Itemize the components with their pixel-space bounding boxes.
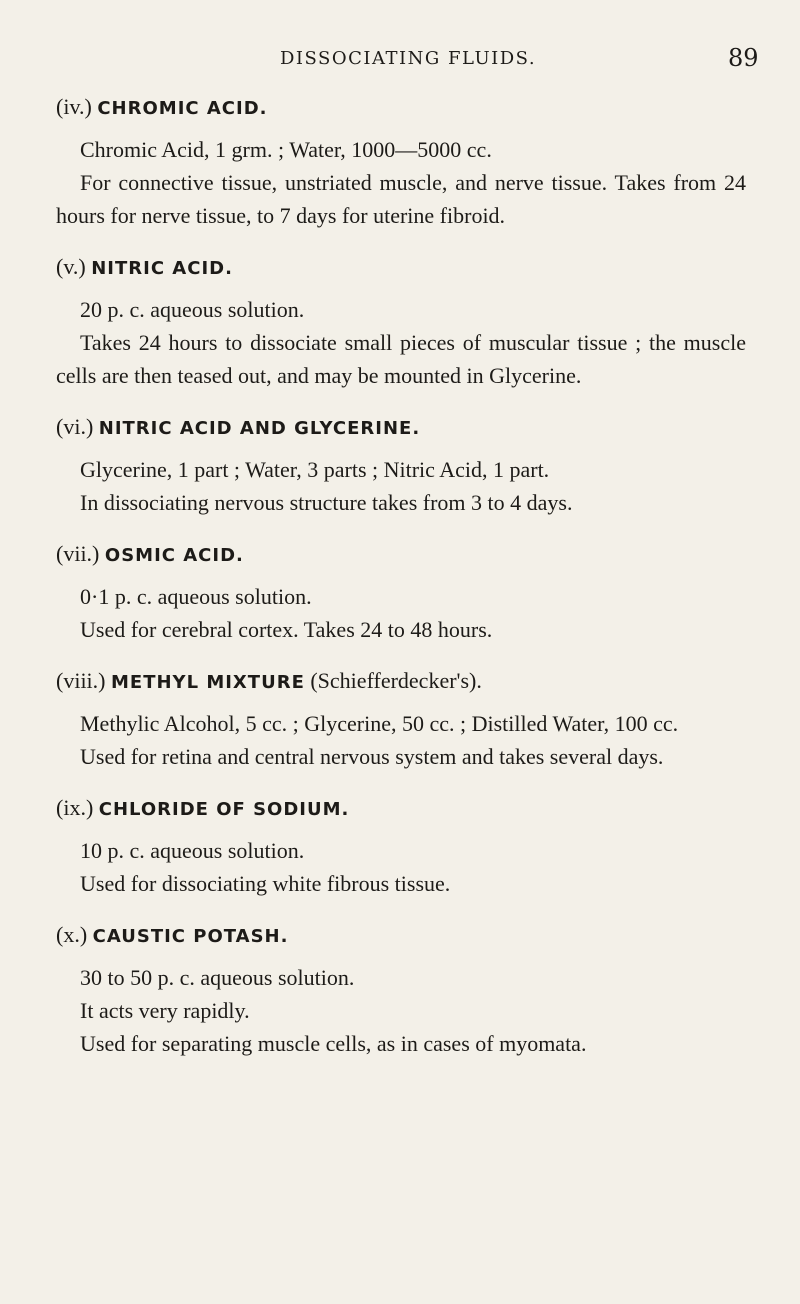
paragraph: Glycerine, 1 part ; Water, 3 parts ; Nitric Acid, 1 part. bbox=[80, 457, 550, 482]
paragraph: 30 to 50 p. c. aqueous solution. bbox=[80, 965, 355, 990]
section-number: (v.) bbox=[56, 254, 86, 279]
section-number: (vi.) bbox=[56, 414, 94, 439]
paragraph: 10 p. c. aqueous solution. bbox=[80, 838, 305, 863]
section-subtitle: (Schiefferdecker's). bbox=[310, 668, 482, 693]
paragraph: 20 p. c. aqueous solution. bbox=[80, 297, 305, 322]
paragraph: Methylic Alcohol, 5 cc. ; Glycerine, 50 cc. ; Distilled Water, 100 cc. bbox=[80, 711, 679, 736]
paragraph: It acts very rapidly. bbox=[80, 998, 250, 1023]
paragraph: Chromic Acid, 1 grm. ; Water, 1000—5000 cc. bbox=[80, 137, 492, 162]
section-title: CAUSTIC POTASH. bbox=[92, 926, 289, 947]
section-number: (x.) bbox=[56, 922, 88, 947]
section-chloride-of-sodium bbox=[56, 791, 746, 900]
section-number: (vii.) bbox=[56, 541, 100, 566]
paragraph: Takes 24 hours to dissociate small pieces of muscular tissue ; the muscle cells are then teased out, and may be mounted in Glycerine. bbox=[56, 330, 746, 388]
section-number: (iv.) bbox=[56, 94, 92, 119]
running-head: DISSOCIATING FLUIDS. bbox=[280, 48, 537, 69]
section-chromic-acid bbox=[56, 90, 746, 232]
section-nitric-acid bbox=[56, 250, 746, 392]
paragraph: For connective tissue, unstriated muscle, and nerve tissue. Takes from 24 hours for nerve tissue, to 7 days for uterine fibroid. bbox=[56, 170, 746, 228]
section-heading bbox=[56, 90, 746, 125]
section-heading bbox=[56, 537, 746, 572]
section-title: NITRIC ACID. bbox=[91, 258, 233, 279]
section-number: (ix.) bbox=[56, 795, 94, 820]
section-methyl-mixture bbox=[56, 664, 746, 773]
section-heading bbox=[56, 664, 746, 699]
section-title: CHLORIDE OF SODIUM. bbox=[98, 799, 350, 820]
paragraph: Used for separating muscle cells, as in cases of myomata. bbox=[80, 1031, 587, 1056]
paragraph: Used for retina and central nervous system and takes several days. bbox=[80, 744, 664, 769]
paragraph: 0·1 p. c. aqueous solution. bbox=[80, 584, 312, 609]
paragraph: In dissociating nervous structure takes from 3 to 4 days. bbox=[80, 490, 573, 515]
section-caustic-potash bbox=[56, 918, 746, 1060]
paragraph: Used for cerebral cortex. Takes 24 to 48 hours. bbox=[80, 617, 493, 642]
section-number: (viii.) bbox=[56, 668, 106, 693]
section-title: NITRIC ACID AND GLYCERINE. bbox=[98, 418, 421, 439]
section-title: CHROMIC ACID. bbox=[97, 98, 268, 119]
paragraph: Used for dissociating white fibrous tissue. bbox=[80, 871, 451, 896]
section-heading bbox=[56, 791, 746, 826]
section-heading bbox=[56, 410, 746, 445]
section-title: METHYL MIXTURE bbox=[111, 672, 305, 693]
page-body bbox=[56, 90, 746, 1078]
page-number: 89 bbox=[728, 44, 759, 72]
section-heading bbox=[56, 250, 746, 285]
section-title: OSMIC ACID. bbox=[104, 545, 244, 566]
section-heading bbox=[56, 918, 746, 953]
section-osmic-acid bbox=[56, 537, 746, 646]
section-nitric-acid-and-glycerine bbox=[56, 410, 746, 519]
